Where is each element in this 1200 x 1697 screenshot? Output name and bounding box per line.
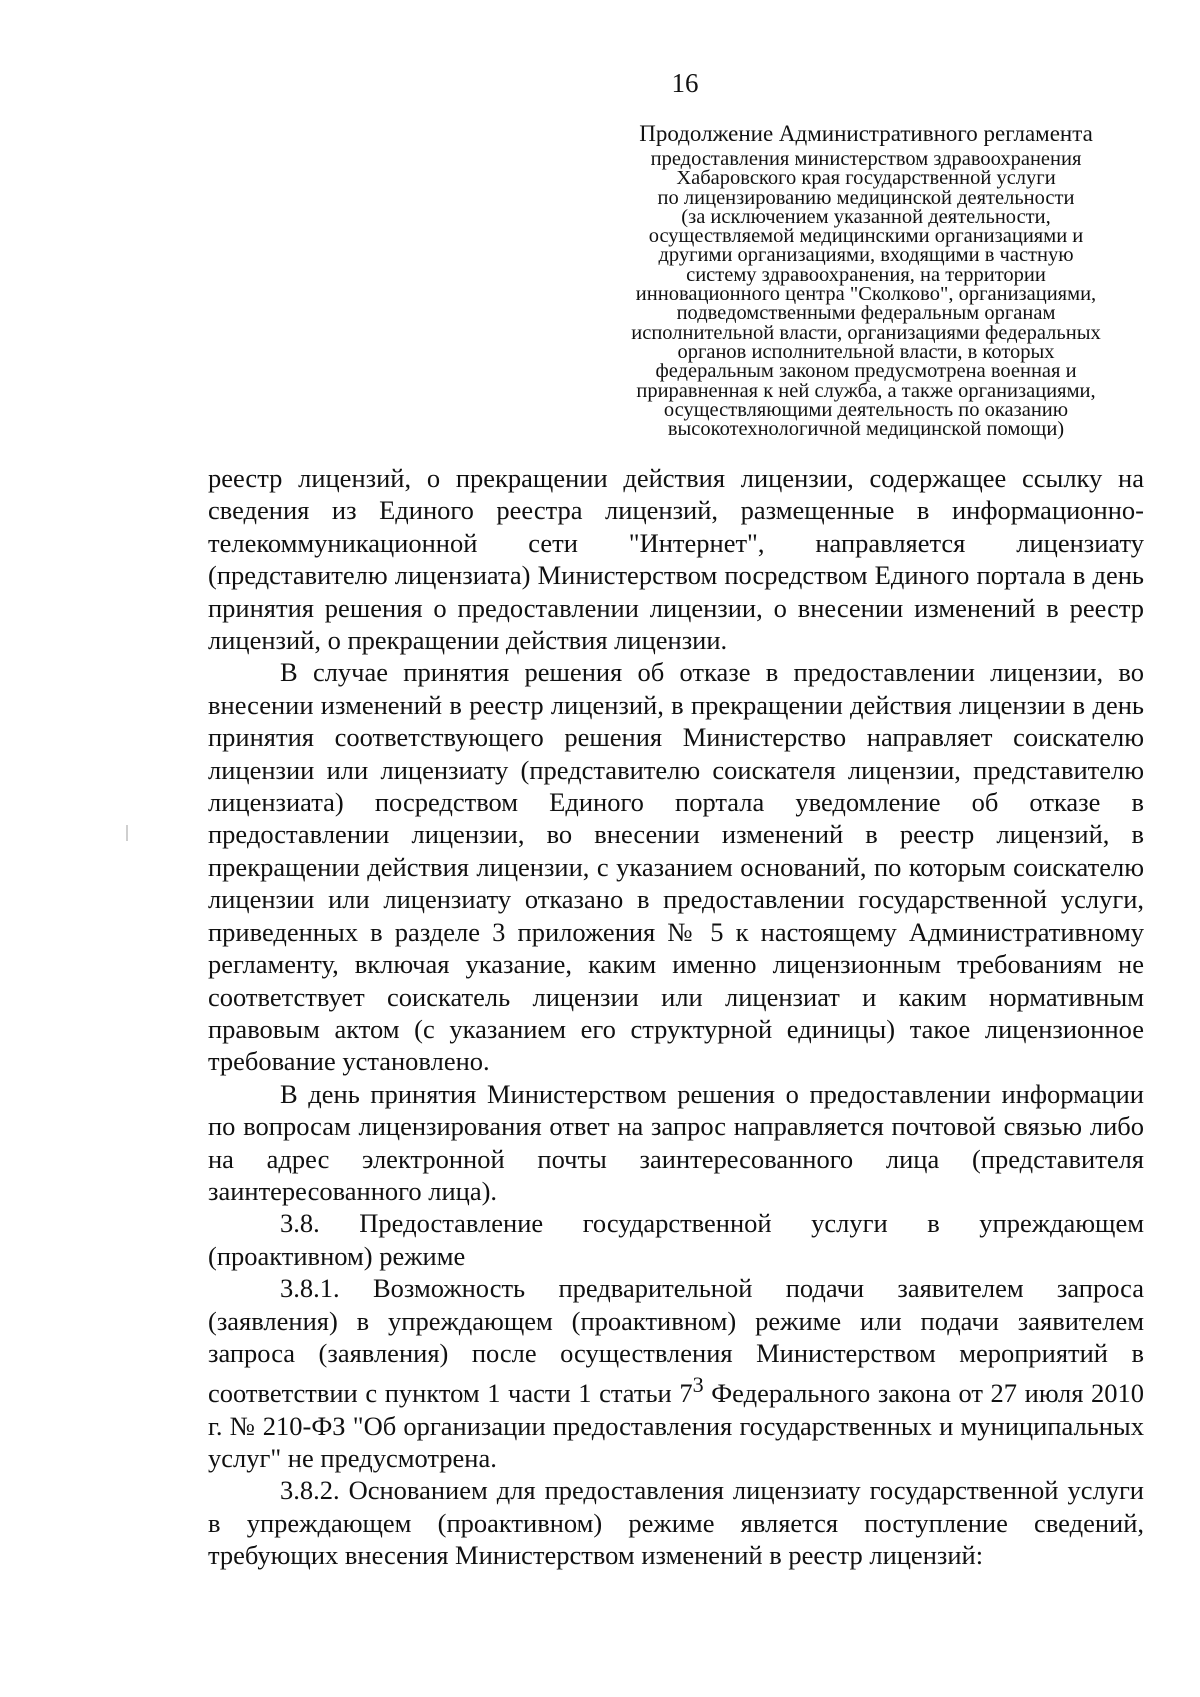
- header-line: осуществляемой медицинскими организациями и: [648, 225, 1084, 248]
- paragraph-3-8-1: [208, 1272, 1144, 1474]
- header-line: другими организациями, входящими в частную: [658, 244, 1074, 267]
- paragraph-refusal-notice: В случае принятия решения об отказе в предоставлении лицензии, во внесении изменений в реестр лицензий, в прекращении действия лицензии в день принятия соответствующего решения Министерство направляет соискателю лицензии или лицензиату (представителю соискателя лицензии, представителю лицензиата) посредством Единого портала уведомление об отказе в предоставлении лицензии, во внесении изменений в реестр лицензий, в прекращении действия лицензии, с указанием оснований, по которым соискателю лицензии или лицензиату отказано в предоставлении государственной услуги, приведенных в разделе 3 приложения № 5 к настоящему Административному регламенту, включая указание, каким именно лицензионным требованиям не соответствует соискатель лицензии или лицензиат и каким нормативным правовым актом (с указанием его структурной единицы) такое лицензионное требование установлено.: [208, 657, 1144, 1077]
- header-line: высокотехнологичной медицинской помощи): [667, 418, 1065, 441]
- header-line: федеральным законом предусмотрена военная и: [655, 360, 1077, 383]
- document-header: [588, 118, 1144, 439]
- header-line: Хабаровского края государственной услуги: [676, 167, 1056, 190]
- header-line: органов исполнительной власти, в которых: [677, 340, 1055, 363]
- paragraph-3-8-2: 3.8.2. Основанием для предоставления лицензиату государственной услуги в упреждающем (проактивном) режиме является поступление сведений, требующих внесения Министерством изменений в реестр лицензий:: [208, 1475, 1144, 1571]
- scan-artifact: [126, 825, 128, 841]
- header-line: исполнительной власти, организациями федеральных: [631, 321, 1101, 344]
- header-line: подведомственными федеральным органам: [676, 302, 1056, 325]
- paragraph-3-8-1-text-a: 3.8.1. Возможность предварительной подачи заявителем запроса (заявления) в упреждающем (проактивном) режиме или подачи заявителем запроса (заявления) после осуществления Министерством мероприятий в соответствии с пунктом 1 части 1 статьи 7: [208, 1273, 1144, 1409]
- paragraph-information-response: В день принятия Министерством решения о предоставлении информации по вопросам лицензирования ответ на запрос направляется почтовой связью либо на адрес электронной почты заинтересованного лица (представителя заинтересованного лица).: [208, 1078, 1144, 1206]
- document-body: [208, 462, 1144, 1572]
- header-line: инновационного центра "Сколково", организациями,: [635, 283, 1097, 306]
- article-superscript: 3: [692, 1372, 704, 1398]
- header-line: (за исключением указанной деятельности,: [681, 205, 1051, 228]
- header-line: Продолжение Административного регламента: [639, 121, 1093, 146]
- page-number: 16: [671, 68, 699, 98]
- header-line: по лицензированию медицинской деятельности: [657, 186, 1075, 209]
- section-3-8-heading: 3.8. Предоставление государственной услуги в упреждающем (проактивном) режиме: [208, 1208, 1144, 1271]
- paragraph-continuation: реестр лицензий, о прекращении действия лицензии, содержащее ссылку на сведения из Единого реестра лицензий, размещенные в информационно-телекоммуникационной сети "Интернет", направляется лицензиату (представителю лицензиата) Министерством посредством Единого портала в день принятия решения о предоставлении лицензии, о внесении изменений в реестр лицензий, о прекращении действия лицензии.: [208, 463, 1144, 656]
- header-line: приравненная к ней служба, а также организациями,: [636, 379, 1096, 402]
- paragraph-3-8-1-text-b: Федерального закона от 27 июля 2010 г. № 210-ФЗ "Об организации предоставления государственных и муниципальных услуг" не предусмотрена.: [208, 1378, 1144, 1474]
- header-line: систему здравоохранения, на территории: [686, 263, 1046, 286]
- header-line: предоставления министерством здравоохранения: [650, 148, 1082, 170]
- header-line: осуществляющими деятельность по оказанию: [663, 398, 1069, 421]
